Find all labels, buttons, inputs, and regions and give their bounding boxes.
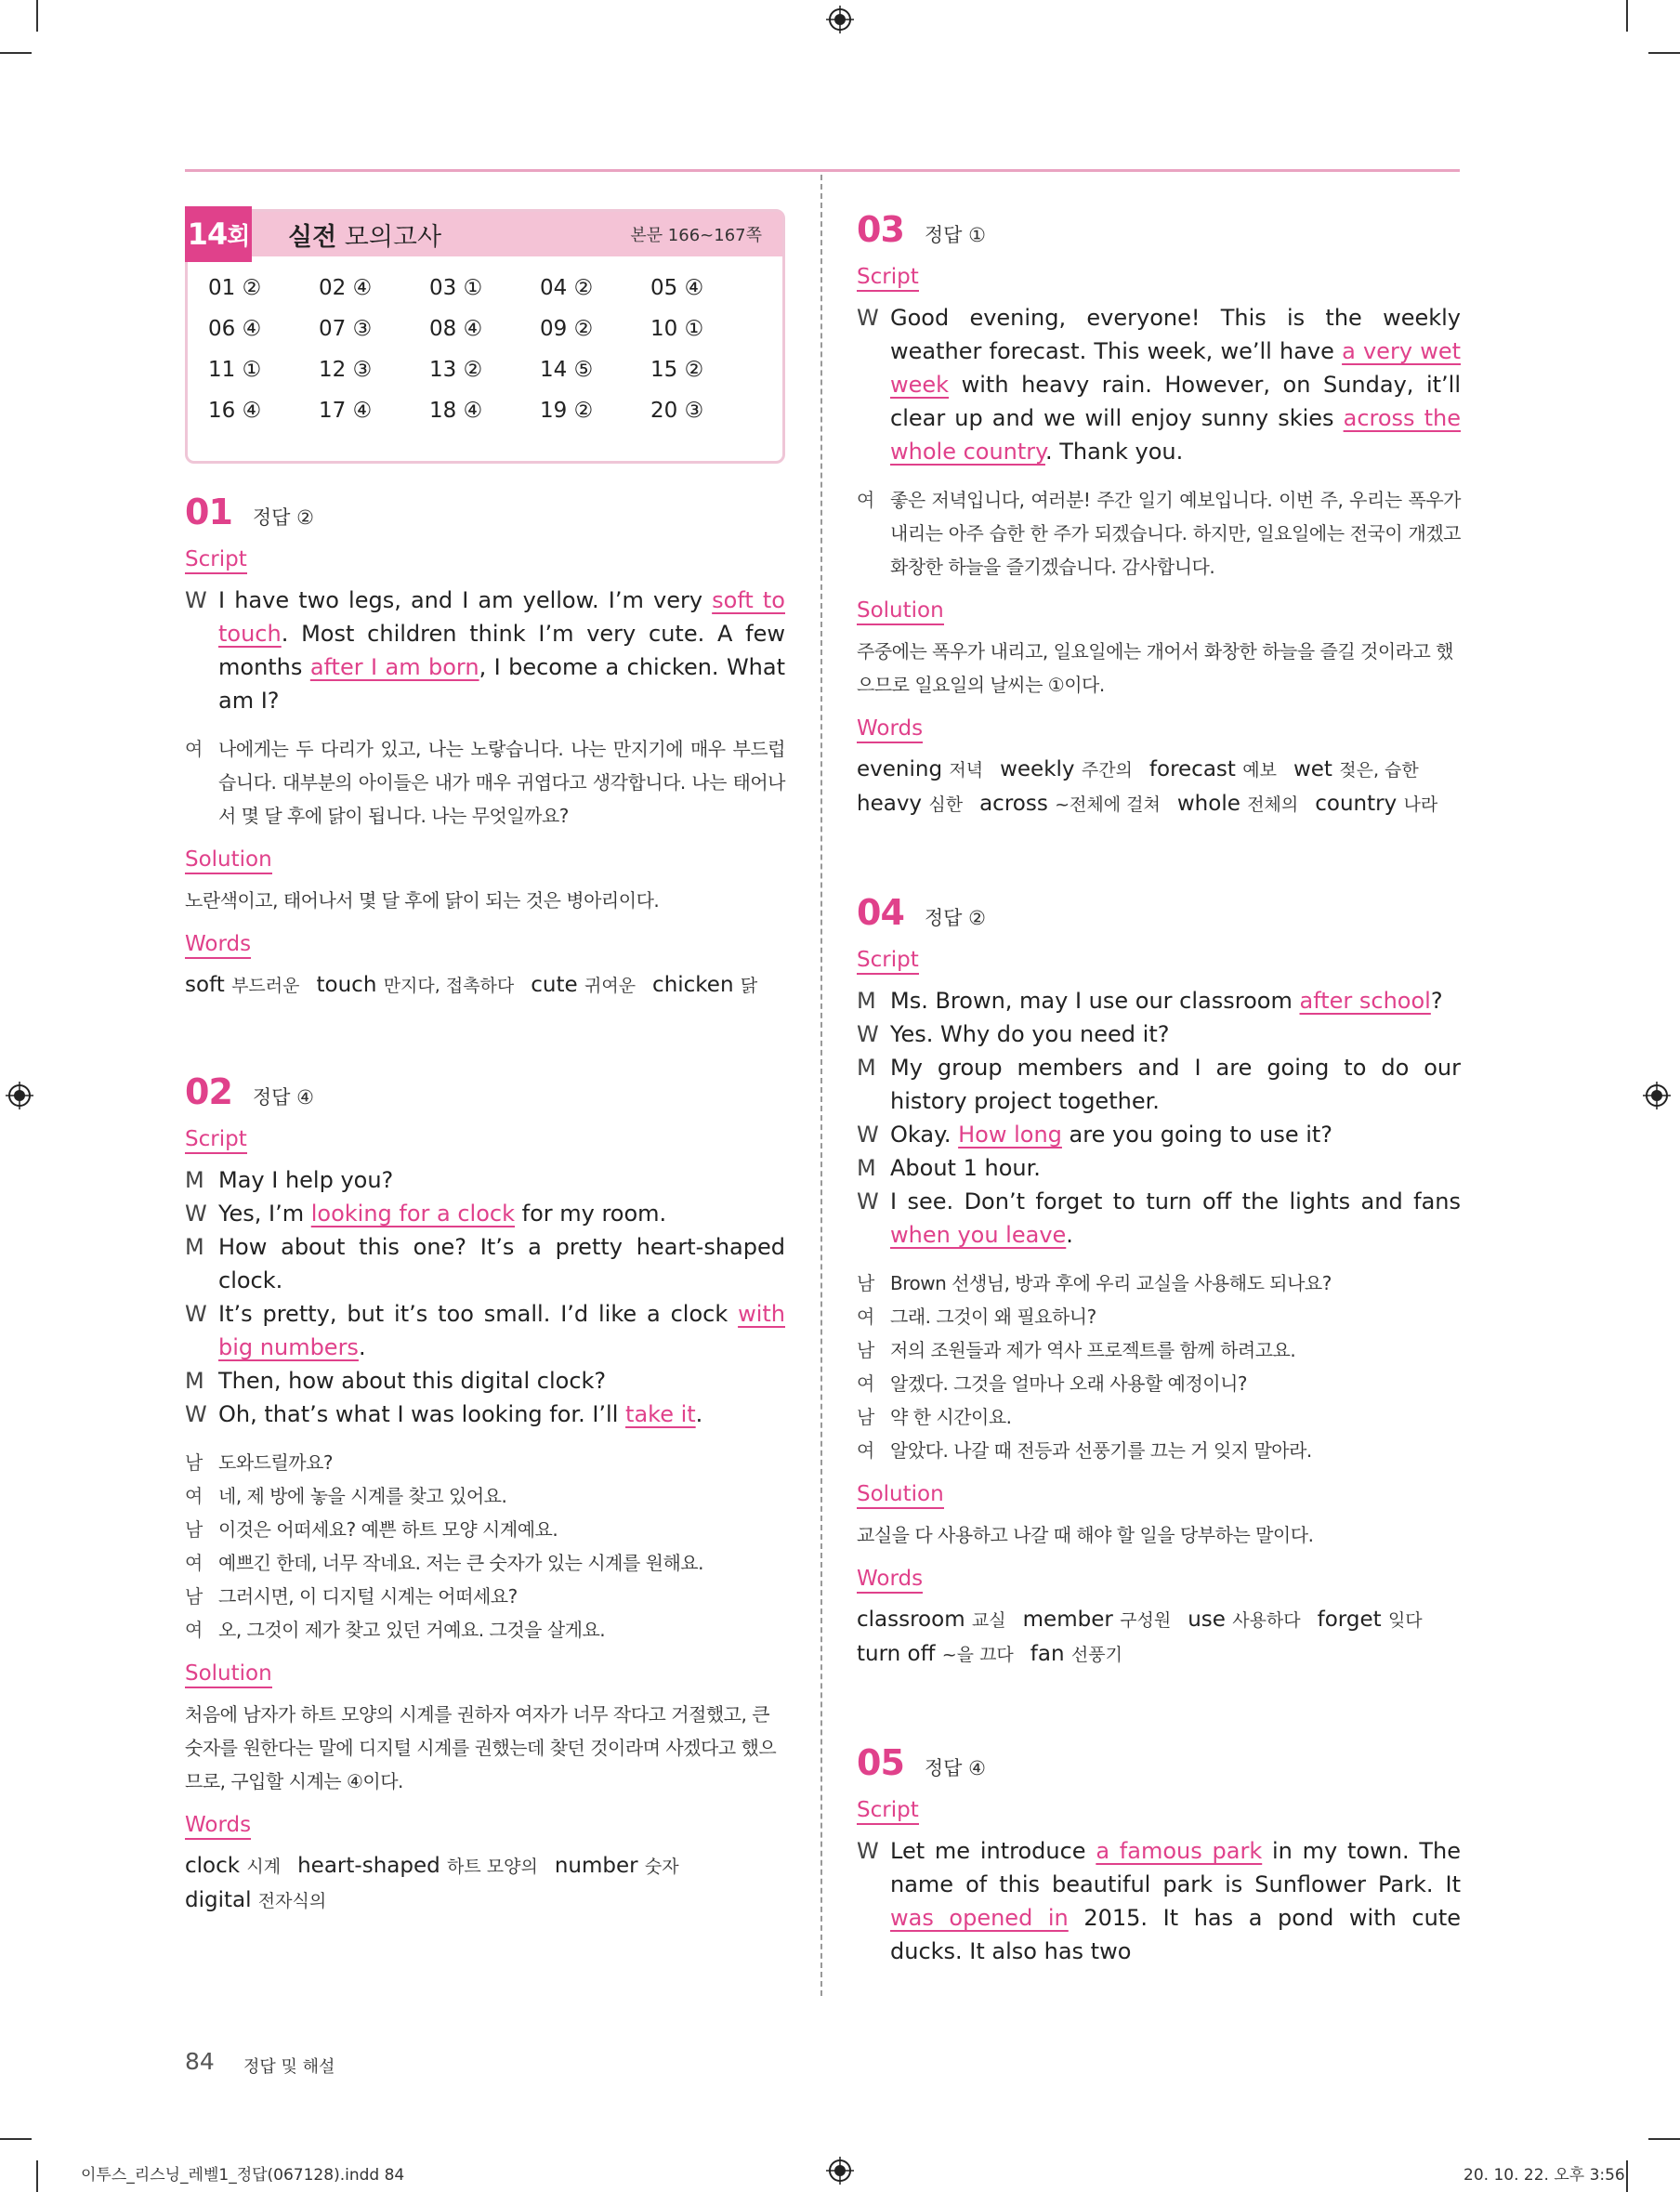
script-line (857, 1185, 1461, 1252)
answer-item: 10 ① (650, 317, 704, 341)
speaker-label: 남 (857, 1339, 874, 1361)
question-header (857, 892, 1461, 933)
speaker-label: W (185, 1401, 207, 1427)
answer-label: 정답 ② (252, 506, 314, 529)
script-text (890, 984, 1461, 1017)
vocab-word: across (979, 792, 1048, 816)
vocab-word: weekly (1000, 757, 1075, 781)
script-text (890, 301, 1461, 468)
answer-item: 03 ① (429, 276, 483, 300)
script-heading: Script (185, 547, 247, 574)
translation-section (185, 1446, 785, 1647)
vocab-word: forget (1317, 1608, 1382, 1632)
vocab-word: digital (185, 1888, 252, 1912)
answer-item: 05 ④ (650, 276, 704, 300)
script-fragment: Oh, that’s what I was looking for. I’ll (218, 1401, 626, 1427)
script-fragment: May I help you? (218, 1167, 394, 1193)
blank-answer: take it (625, 1401, 696, 1427)
vocab-meaning: 사용하다 (1232, 1610, 1301, 1631)
vocab-word: use (1188, 1608, 1226, 1632)
script-fragment: Yes, I’m (218, 1201, 311, 1227)
vocab-meaning: ~을 끄다 (941, 1645, 1014, 1665)
vocabulary-row (857, 1603, 1461, 1637)
script-line (185, 1163, 785, 1197)
vocab-meaning: 닭 (740, 976, 758, 996)
vocabulary-row (857, 787, 1461, 821)
script-line (185, 1297, 785, 1364)
speaker-label: 여 (185, 1485, 203, 1507)
speaker-label: W (857, 1021, 879, 1047)
blank-answer: after I am born (309, 654, 479, 680)
answer-item: 14 ⑤ (540, 358, 594, 382)
answer-key-box (185, 209, 785, 464)
translation-line (185, 1446, 785, 1479)
question-number: 05 (857, 1742, 904, 1783)
words-heading: Words (857, 716, 923, 743)
script-fragment: About 1 hour. (890, 1155, 1041, 1181)
answer-item: 01 ② (208, 276, 262, 300)
script-line (185, 1398, 785, 1431)
vocab-meaning: 귀여운 (584, 976, 637, 996)
script-fragment: My group members and I are going to do our history project together. (890, 1055, 1461, 1114)
vocabulary-row (857, 753, 1461, 787)
vocab-meaning: 심한 (928, 794, 964, 815)
translation-text: 나에게는 두 다리가 있고, 나는 노랗습니다. 나는 만지기에 매우 부드럽습니다. 대부분의 아이들은 내가 매우 귀엽다고 생각합니다. 나는 태어나서 몇 달 후에 닭이 됩니다. 나는 무엇일까요? (218, 738, 785, 827)
vocab-meaning: 부드러운 (231, 976, 300, 996)
script-line (857, 984, 1461, 1017)
slug-filename: 이투스_리스닝_레벨1_정답(067128).indd 84 (81, 2166, 405, 2185)
vocabulary-row (185, 1884, 785, 1918)
script-line (857, 1118, 1461, 1151)
script-line (185, 584, 785, 717)
script-text (890, 1834, 1461, 1968)
vocabulary-list (857, 1603, 1461, 1672)
vocab-word: forecast (1148, 757, 1236, 781)
answer-key-header (188, 212, 782, 256)
vocab-word: heart-shaped (297, 1854, 440, 1878)
question-number: 03 (857, 209, 904, 250)
translation-line (857, 1434, 1461, 1467)
vocab-meaning: 시계 (246, 1857, 282, 1877)
speaker-label: M (185, 1234, 204, 1260)
script-fragment: . (695, 1401, 703, 1427)
answer-item: 12 ③ (319, 358, 373, 382)
vocab-word: fan (1030, 1642, 1065, 1666)
registration-mark-icon (826, 2157, 854, 2185)
blank-answer: looking for a clock (310, 1201, 515, 1227)
question-number: 04 (857, 892, 904, 933)
speaker-label: 여 (857, 1439, 874, 1462)
vocabulary-row (185, 1849, 785, 1884)
vocab-meaning: ~전체에 걸쳐 (1055, 794, 1161, 815)
vocab-meaning: 나라 (1403, 794, 1438, 815)
answer-item: 13 ② (429, 358, 483, 382)
translation-line (185, 732, 785, 833)
script-fragment: . Thank you. (1044, 439, 1184, 465)
question-01 (185, 492, 785, 1003)
blank-answer: when you leave (890, 1222, 1067, 1248)
script-text (890, 1051, 1461, 1118)
script-text (890, 1118, 1461, 1151)
translation-section (857, 1267, 1461, 1467)
script-fragment: It’s pretty, but it’s too small. I’d like a clock (218, 1301, 739, 1327)
script-fragment: , I become a chicken. What am I? (218, 654, 786, 714)
script-text (890, 1017, 1461, 1051)
translation-line (857, 1300, 1461, 1333)
vocab-meaning: 전자식의 (257, 1891, 327, 1911)
translation-line (857, 1333, 1461, 1367)
vocabulary-row (185, 968, 785, 1003)
question-header (185, 492, 785, 532)
translation-text: Brown 선생님, 방과 후에 우리 교실을 사용해도 되나요? (890, 1272, 1332, 1294)
translation-text: 저의 조원들과 제가 역사 프로젝트를 함께 하려고요. (890, 1339, 1296, 1361)
vocab-word: number (554, 1854, 638, 1878)
script-text (890, 1151, 1461, 1185)
right-column (857, 209, 1461, 1968)
solution-text: 주중에는 폭우가 내리고, 일요일에는 개어서 화창한 하늘을 즐길 것이라고 했으므로 일요일의 날씨는 ①이다. (857, 640, 1453, 696)
script-text (218, 1230, 785, 1297)
solution-text: 노란색이고, 태어나서 몇 달 후에 닭이 되는 것은 병아리이다. (185, 889, 660, 912)
crop-mark (36, 2160, 38, 2192)
registration-mark-icon (1643, 1082, 1671, 1109)
blank-answer: across the whole country (890, 405, 1461, 465)
script-section (857, 984, 1461, 1252)
translation-text: 약 한 시간이요. (890, 1406, 1012, 1428)
script-line (185, 1197, 785, 1230)
script-line (185, 1364, 785, 1398)
speaker-label: M (857, 1155, 876, 1181)
vocabulary-list (185, 1849, 785, 1918)
script-fragment: are you going to use it? (1061, 1122, 1333, 1148)
script-fragment: Ms. Brown, may I use our classroom (890, 988, 1300, 1014)
vocab-meaning: 하트 모양의 (447, 1857, 538, 1877)
script-heading: Script (857, 265, 919, 292)
speaker-label: W (185, 1201, 207, 1227)
answer-item: 16 ④ (208, 399, 262, 423)
crop-mark (0, 52, 32, 54)
translation-line (185, 1513, 785, 1546)
answer-label: 정답 ④ (924, 1757, 986, 1779)
vocab-meaning: 구성원 (1120, 1610, 1172, 1631)
script-text (218, 1364, 785, 1398)
script-fragment: I see. Don’t forget to turn off the lights and fans (890, 1188, 1461, 1214)
question-header (185, 1071, 785, 1112)
blank-answer: with big numbers (218, 1301, 785, 1360)
vocab-meaning: 숫자 (644, 1857, 679, 1877)
question-04 (857, 892, 1461, 1672)
solution-heading: Solution (185, 847, 272, 874)
page-number: 84 (185, 2048, 215, 2075)
translation-text: 도와드릴까요? (218, 1451, 334, 1474)
speaker-label: W (185, 1301, 207, 1327)
script-fragment: . Most children think I’m very cute. A few months (218, 621, 785, 680)
blank-answer: How long (958, 1122, 1062, 1148)
vocab-word: wet (1293, 757, 1332, 781)
script-section (857, 1834, 1461, 1968)
script-line (857, 1151, 1461, 1185)
speaker-label: M (857, 1055, 876, 1081)
speaker-label: 남 (185, 1585, 203, 1608)
script-line (857, 1017, 1461, 1051)
registration-mark-icon (6, 1082, 33, 1109)
speaker-label: 여 (857, 1306, 874, 1328)
solution-text: 교실을 다 사용하고 나갈 때 해야 할 일을 당부하는 말이다. (857, 1524, 1314, 1546)
vocab-word: country (1315, 792, 1398, 816)
translation-line (185, 1580, 785, 1613)
script-fragment: Yes. Why do you need it? (890, 1021, 1170, 1047)
speaker-label: W (857, 1838, 879, 1864)
speaker-label: 여 (185, 1552, 203, 1574)
left-column (185, 209, 785, 1918)
column-divider (820, 175, 822, 1996)
vocab-meaning: 예보 (1242, 760, 1277, 781)
translation-section (185, 732, 785, 833)
script-line (857, 301, 1461, 468)
footer-label: 정답 및 해설 (243, 2057, 335, 2077)
translation-line (185, 1613, 785, 1647)
vocab-word: evening (857, 757, 943, 781)
blank-answer: was opened in (890, 1905, 1069, 1931)
answer-item: 06 ④ (208, 317, 262, 341)
answer-item: 20 ③ (650, 399, 704, 423)
page-reference: 본문 166~167쪽 (630, 226, 762, 245)
script-text (218, 584, 785, 717)
question-number: 01 (185, 492, 232, 532)
vocab-word: whole (1176, 792, 1240, 816)
vocab-meaning: 저녁 (949, 760, 984, 781)
solution-heading: Solution (185, 1661, 272, 1688)
translation-text: 그러시면, 이 디지털 시계는 어떠세요? (218, 1585, 518, 1608)
speaker-label: 여 (185, 1619, 203, 1641)
translation-text: 알겠다. 그것을 얼마나 오래 사용할 예정이니? (890, 1372, 1248, 1395)
crop-mark (1648, 2138, 1680, 2140)
words-heading: Words (857, 1567, 923, 1594)
speaker-label: W (857, 305, 879, 331)
question-header (857, 209, 1461, 250)
speaker-label: W (857, 1122, 879, 1148)
answer-item: 02 ④ (319, 276, 373, 300)
translation-line (857, 1400, 1461, 1434)
translation-line (857, 1267, 1461, 1300)
vocab-word: cute (531, 973, 578, 997)
script-line (185, 1230, 785, 1297)
solution-heading: Solution (857, 598, 944, 625)
script-text (218, 1297, 785, 1364)
crop-mark (36, 0, 38, 32)
registration-mark-icon (826, 6, 854, 33)
speaker-label: 여 (857, 1372, 874, 1395)
script-fragment: . (358, 1334, 366, 1360)
vocabulary-list (857, 753, 1461, 821)
script-fragment: Good evening, everyone! This is the weekly weather forecast. This week, we’ll have (890, 305, 1461, 364)
vocab-word: soft (185, 973, 225, 997)
speaker-label: 여 (857, 489, 874, 511)
script-heading: Script (857, 948, 919, 975)
answer-label: 정답 ④ (252, 1086, 314, 1109)
vocab-word: clock (185, 1854, 241, 1878)
script-line (857, 1051, 1461, 1118)
script-fragment: 2015. It has a pond with cute ducks. It also has two (890, 1905, 1462, 1964)
words-heading: Words (185, 1813, 251, 1840)
question-05 (857, 1742, 1461, 1968)
translation-line (857, 483, 1461, 584)
translation-text: 이것은 어떠세요? 예쁜 하트 모양 시계예요. (218, 1518, 558, 1541)
script-section (185, 584, 785, 717)
solution-text: 처음에 남자가 하트 모양의 시계를 권하자 여자가 너무 작다고 거절했고, 큰 숫자를 원한다는 말에 디지털 시계를 권했는데 찾던 것이라며 사겠다고 했으므로, 구입할 시계는 ④이다. (185, 1703, 777, 1792)
blank-answer: a famous park (1096, 1838, 1263, 1864)
vocab-meaning: 만지다, 접촉하다 (383, 976, 515, 996)
crop-mark (1626, 0, 1628, 32)
script-heading: Script (185, 1127, 247, 1154)
speaker-label: 남 (857, 1406, 874, 1428)
answer-item: 04 ② (540, 276, 594, 300)
translation-line (185, 1479, 785, 1513)
script-heading: Script (857, 1798, 919, 1825)
question-03 (857, 209, 1461, 821)
vocabulary-row (857, 1637, 1461, 1672)
speaker-label: 남 (185, 1518, 203, 1541)
speaker-label: 여 (185, 738, 203, 760)
test-number-badge: 14 회 (185, 206, 252, 262)
script-text (218, 1197, 785, 1230)
speaker-label: M (185, 1368, 204, 1394)
speaker-label: W (857, 1188, 879, 1214)
question-number: 02 (185, 1071, 232, 1112)
vocab-meaning: 선풍기 (1070, 1645, 1122, 1665)
script-fragment: Let me introduce (890, 1838, 1096, 1864)
answer-label: 정답 ② (924, 907, 986, 929)
answer-item: 17 ④ (319, 399, 373, 423)
speaker-label: M (857, 988, 876, 1014)
translation-section (857, 483, 1461, 584)
script-fragment: ? (1430, 988, 1443, 1014)
script-text (218, 1398, 785, 1431)
answer-item: 09 ② (540, 317, 594, 341)
answer-item: 07 ③ (319, 317, 373, 341)
vocab-meaning: 전체의 (1247, 794, 1299, 815)
top-rule (185, 169, 1460, 172)
translation-text: 알았다. 나갈 때 전등과 선풍기를 끄는 거 잊지 말아라. (890, 1439, 1312, 1462)
vocab-meaning: 교실 (971, 1610, 1006, 1631)
crop-mark (1648, 52, 1680, 54)
vocab-meaning: 주간의 (1081, 760, 1133, 781)
vocab-word: touch (316, 973, 377, 997)
slug-timestamp: 20. 10. 22. 오후 3:56 (1463, 2166, 1625, 2185)
translation-line (857, 1367, 1461, 1400)
script-fragment: in my town. The name of this beautiful park is Sunflower Park. It (890, 1838, 1462, 1897)
speaker-label: 남 (185, 1451, 203, 1474)
script-section (185, 1163, 785, 1431)
blank-answer: a very wet week (890, 338, 1461, 398)
translation-text: 예쁘긴 한데, 너무 작네요. 저는 큰 숫자가 있는 시계를 원해요. (218, 1552, 703, 1574)
vocab-meaning: 젖은, 습한 (1339, 760, 1419, 781)
translation-line (185, 1546, 785, 1580)
translation-text: 네, 제 방에 놓을 시계를 찾고 있어요. (218, 1485, 507, 1507)
vocab-word: member (1022, 1608, 1113, 1632)
script-fragment: I have two legs, and I am yellow. I’m very (218, 587, 713, 613)
script-fragment: How about this one? It’s a pretty heart-shaped clock. (218, 1234, 785, 1293)
script-fragment: Okay. (890, 1122, 959, 1148)
translation-text: 그래. 그것이 왜 필요하니? (890, 1306, 1096, 1328)
script-fragment: with heavy rain. However, on Sunday, it’ll clear up and we will enjoy sunny skies (890, 372, 1461, 431)
blank-answer: soft to touch (218, 587, 785, 647)
answer-label: 정답 ① (924, 224, 986, 246)
answer-item: 15 ② (650, 358, 704, 382)
translation-text: 좋은 저녁입니다, 여러분! 주간 일기 예보입니다. 이번 주, 우리는 폭우가 내리는 아주 습한 한 주가 되겠습니다. 하지만, 일요일에는 전국이 개겠고 화창한 하늘을 즐기겠습니다. 감사합니다. (890, 489, 1461, 578)
words-heading: Words (185, 932, 251, 959)
question-header (857, 1742, 1461, 1783)
translation-text: 오, 그것이 제가 찾고 있던 거예요. 그것을 살게요. (218, 1619, 606, 1641)
script-fragment: . (1066, 1222, 1073, 1248)
speaker-label: M (185, 1167, 204, 1193)
script-text (890, 1185, 1461, 1252)
speaker-label: W (185, 587, 207, 613)
vocab-word: classroom (857, 1608, 965, 1632)
blank-answer: after school (1299, 988, 1431, 1014)
solution-heading: Solution (857, 1482, 944, 1509)
script-section (857, 301, 1461, 468)
speaker-label: 남 (857, 1272, 874, 1294)
script-fragment: Then, how about this digital clock? (218, 1368, 607, 1394)
answer-item: 11 ① (208, 358, 262, 382)
answer-item: 18 ④ (429, 399, 483, 423)
vocab-word: chicken (652, 973, 734, 997)
question-02 (185, 1071, 785, 1918)
vocabulary-list (185, 968, 785, 1003)
vocab-word: turn off (857, 1642, 936, 1666)
answer-item: 08 ④ (429, 317, 483, 341)
answer-grid (188, 256, 782, 427)
script-fragment: for my room. (515, 1201, 667, 1227)
answer-key-title: 실전 모의고사 (288, 222, 442, 252)
script-line (857, 1834, 1461, 1968)
crop-mark (0, 2138, 32, 2140)
script-text (218, 1163, 785, 1197)
vocab-meaning: 잊다 (1387, 1610, 1423, 1631)
vocab-word: heavy (857, 792, 923, 816)
crop-mark (1626, 2160, 1628, 2192)
answer-item: 19 ② (540, 399, 594, 423)
